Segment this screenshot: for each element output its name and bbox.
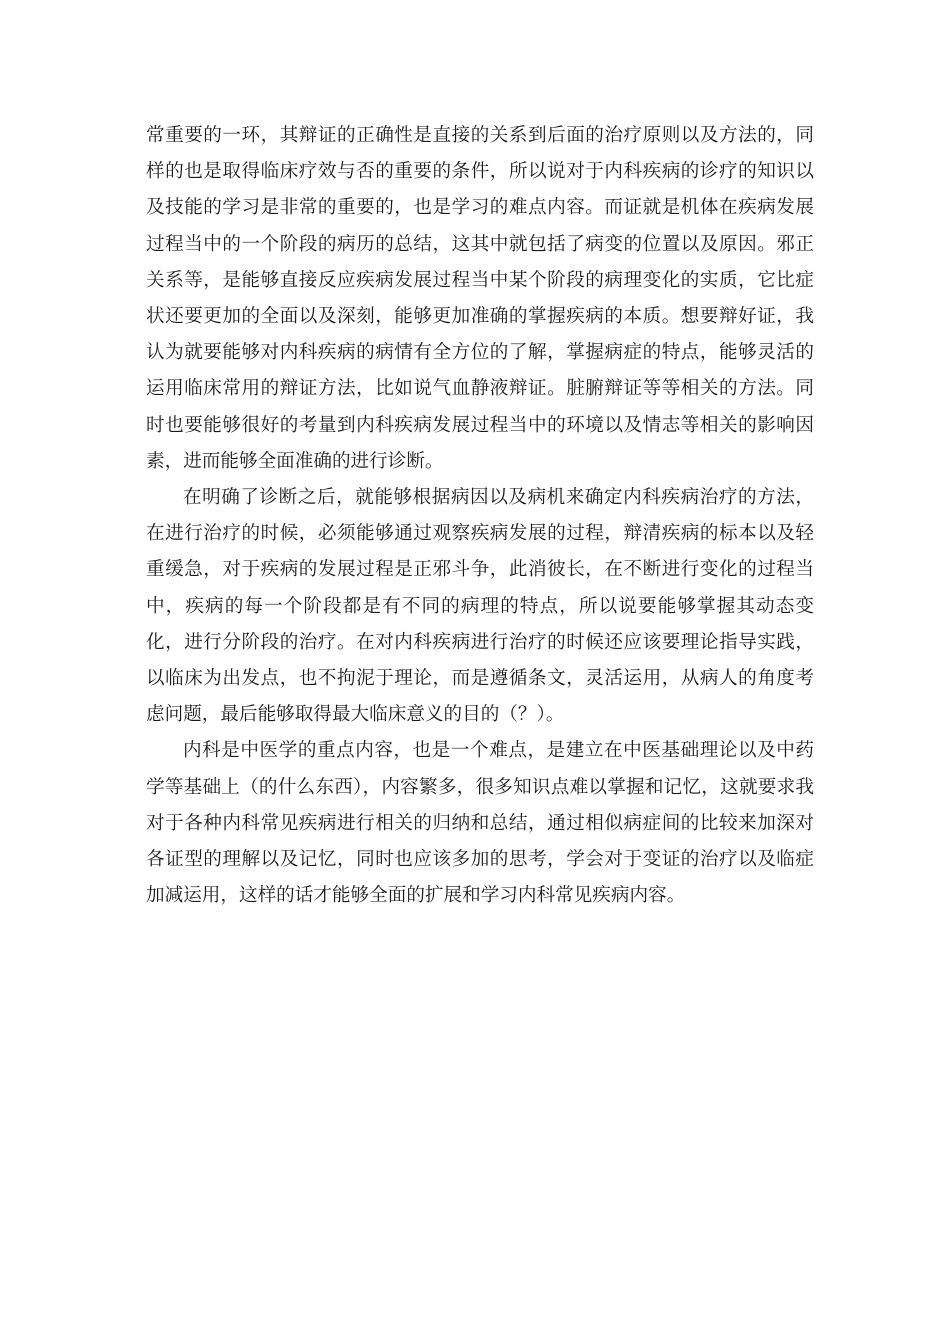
paragraph-internal-medicine: 内科是中医学的重点内容，也是一个难点，是建立在中医基础理论以及中药学等基础上（的什么东西），内容繁多，很多知识点难以掌握和记忆，这就要求我对于各种内科常见疾病进行相关的归纳和总结，通过相似病症间的比较来加深对各证型的理解以及记忆，同时也应该多加的思考，学会对于变证的治疗以及临症加减运用，这样的话才能够全面的扩展和学习内科常见疾病内容。 <box>146 740 814 907</box>
paragraph-treatment: 在明确了诊断之后，就能够根据病因以及病机来确定内科疾病治疗的方法，在进行治疗的时候，必须能够通过观察疾病发展的过程，辩清疾病的标本以及轻重缓急，对于疾病的发展过程是正邪斗争，此消彼长，在不断进行变化的过程当中，疾病的每一个阶段都是有不同的病理的特点，所以说要能够掌握其动态变化，进行分阶段的治疗。在对内科疾病进行治疗的时候还应该要理论指导实践，以临床为出发点，也不拘泥于理论，而是遵循条文，灵活运用，从病人的角度考虑问题，最后能够取得最大临床意义的目的（？）。 <box>146 487 814 726</box>
paragraph-continuation: 常重要的一环，其辩证的正确性是直接的关系到后面的治疗原则以及方法的，同样的也是取得临床疗效与否的重要的条件，所以说对于内科疾病的诊疗的知识以及技能的学习是非常的重要的，也是学习的难点内容。而证就是机体在疾病发展过程当中的一个阶段的病历的总结，这其中就包括了病变的位置以及原因。邪正关系等，是能够直接反应疾病发展过程当中某个阶段的病理变化的实质，它比症状还要更加的全面以及深刻，能够更加准确的掌握疾病的本质。想要辩好证，我认为就要能够对内科疾病的病情有全方位的了解，掌握病症的特点，能够灵活的运用临床常用的辩证方法，比如说气血静液辩证。脏腑辩证等等相关的方法。同时也要能够很好的考量到内科疾病发展过程当中的环境以及情志等相关的影响因素，进而能够全面准确的进行诊断。 <box>146 125 814 472</box>
document-body <box>146 118 814 914</box>
